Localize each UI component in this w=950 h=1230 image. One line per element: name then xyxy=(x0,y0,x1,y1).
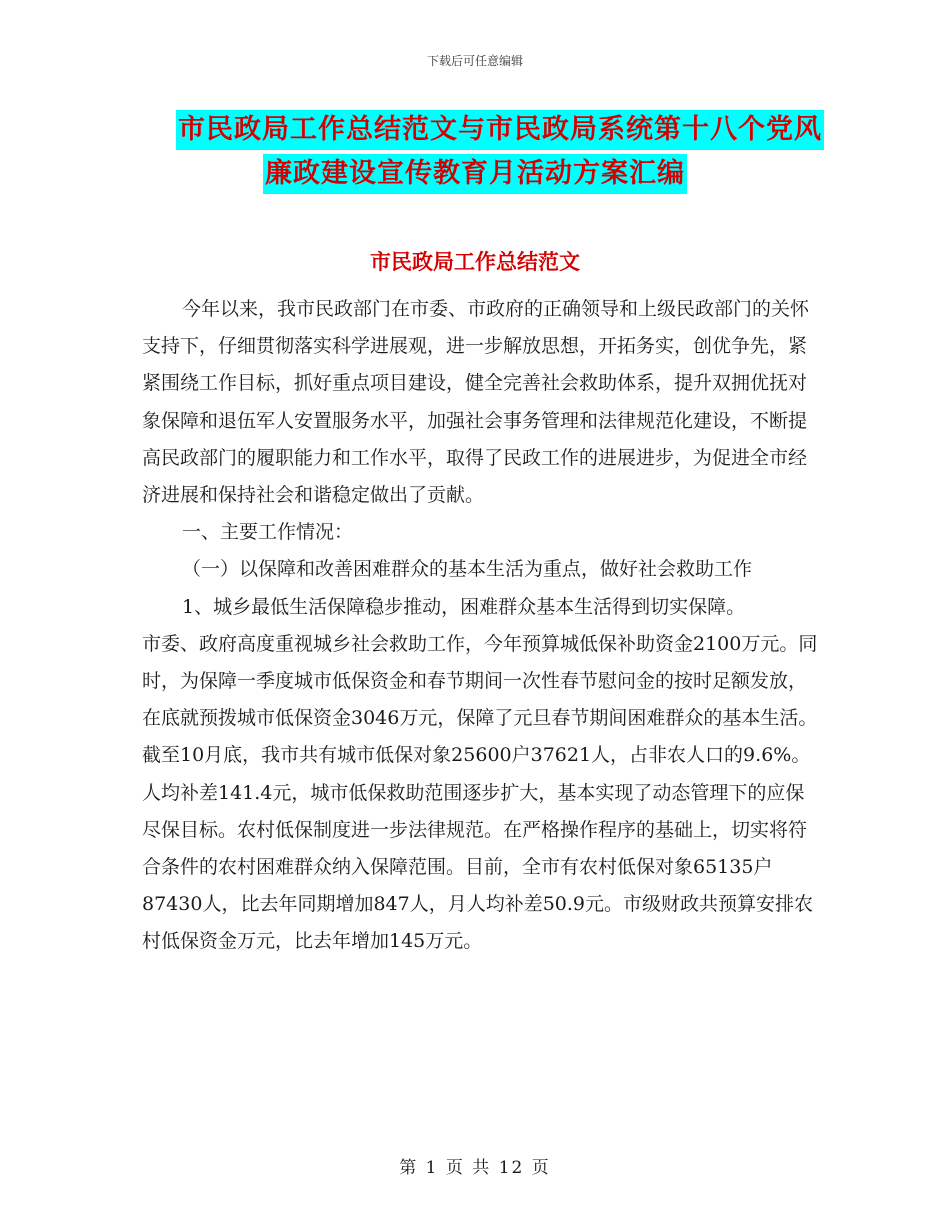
heading-item-1: 1、城乡最低生活保障稳步推动，困难群众基本生活得到切实保障。 xyxy=(182,595,746,618)
document-title xyxy=(0,110,950,194)
section-title: 市民政局工作总结范文 xyxy=(370,249,580,274)
paragraph-low-income: 市委、政府高度重视城乡社会救助工作，今年预算城低保补助资金2100万元。同时，为保障一季度城市低保资金和春节期间一次性春节慰问金的按时足额发放，在底就预拨城市低保资金3046万元，保障了元旦春节期间困难群众的基本生活。截至10月底，我市共有城市低保对象25600户37621人，占非农人口的9.6%。人均补差141.4元，城市低保救助范围逐步扩大，基本实现了动态管理下的应保尽保目标。农村低保制度进一步法律规范。在严格操作程序的基础上，切实将符合条件的农村困难群众纳入保障范围。目前，全市有农村低保对象65135户87430人，比去年同期增加847人，月人均补差50.9元。市级财政共预算安排农村低保资金万元，比去年增加145万元。 xyxy=(142,632,818,953)
paragraph-intro: 今年以来，我市民政部门在市委、市政府的正确领导和上级民政部门的关怀支持下，仔细贯彻落实科学进展观，进一步解放思想，开拓务实，创优争先，紧紧围绕工作目标，抓好重点项目建设，健全完善社会救助体系，提升双拥优抚对象保障和退伍军人安置服务水平，加强社会事务管理和法律规范化建设，不断提高民政部门的履职能力和工作水平，取得了民政工作的进展进步，为促进全市经济进展和保持社会和谐稳定做出了贡献。 xyxy=(142,298,810,507)
heading-social-assistance: （一）以保障和改善困难群众的基本生活为重点，做好社会救助工作 xyxy=(182,558,753,581)
heading-main-work: 一、主要工作情况： xyxy=(182,521,354,544)
title-line-1: 市民政局工作总结范文与市民政局系统第十八个党风 xyxy=(176,110,824,150)
title-line-2: 廉政建设宣传教育月活动方案汇编 xyxy=(263,154,687,194)
header-note: 下载后可任意编辑 xyxy=(426,54,523,68)
body-text xyxy=(142,291,822,961)
page-footer: 第 1 页 共 12 页 xyxy=(399,1158,551,1178)
